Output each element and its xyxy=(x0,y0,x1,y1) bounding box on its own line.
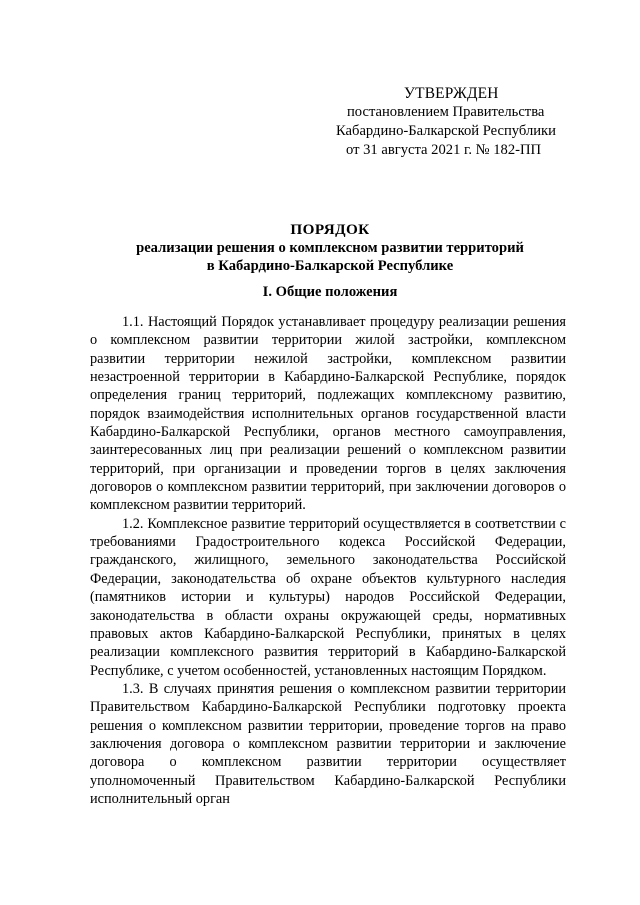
paragraph: 1.2. Комплексное развитие территорий осуществляется в соответствии с требованиями Градостроительного кодекса Российской Федерации, гражданского, жилищного, земельного законодательства Российской Федерации, законодательства об охране объектов культурного наследия (памятников истории и культуры) народов Российской Федерации, законодательства в области охраны окружающей среды, нормативных правовых актов Кабардино-Балкарской Республики, принятых в целях реализации комплексного развития территорий в Кабардино-Балкарской Республике, с учетом особенностей, установленных настоящим Порядком. xyxy=(90,515,566,679)
document-title-block xyxy=(90,221,570,275)
approval-line: Кабардино-Балкарской Республики xyxy=(336,123,556,139)
approval-line: от 31 августа 2021 г. № 182-ПП xyxy=(346,142,542,158)
paragraph: 1.3. В случаях принятия решения о комплексном развитии территории Правительством Кабардино-Балкарской Республики подготовку проекта решения о комплексном развитии территории, проведение торгов на право заключения договора о комплексном развитии территории и заключение договора о комплексном развитии территории осуществляет уполномоченный Правительством Кабардино-Балкарской Республики исполнительный орган xyxy=(90,680,566,807)
document-title: ПОРЯДОК xyxy=(290,221,370,238)
section-heading: I. Общие положения xyxy=(262,284,398,300)
approval-title: УТВЕРЖДЕН xyxy=(404,85,499,102)
paragraph: 1.1. Настоящий Порядок устанавливает процедуру реализации решения о комплексном развитии территории жилой застройки, комплексном развитии территории нежилой застройки, комплексном развитии незастроенной территории в Кабардино-Балкарской Республике, порядок определения границ территорий, подлежащих комплексному развитию, порядок взаимодействия исполнительных органов государственной власти Кабардино-Балкарской Республики, органов местного самоуправления, заинтересованных лиц при реализации решений о комплексном развитии территорий, при организации и проведении торгов в целях заключения договоров о комплексном развитии территорий, при заключении договоров о комплексном развитии территорий. xyxy=(90,314,566,514)
document-subtitle: реализации решения о комплексном развитии территорий xyxy=(136,240,524,256)
document-subtitle: в Кабардино-Балкарской Республике xyxy=(206,258,454,274)
document-body xyxy=(90,313,566,808)
approval-line: постановлением Правительства xyxy=(347,104,545,120)
approval-stamp xyxy=(336,84,566,160)
